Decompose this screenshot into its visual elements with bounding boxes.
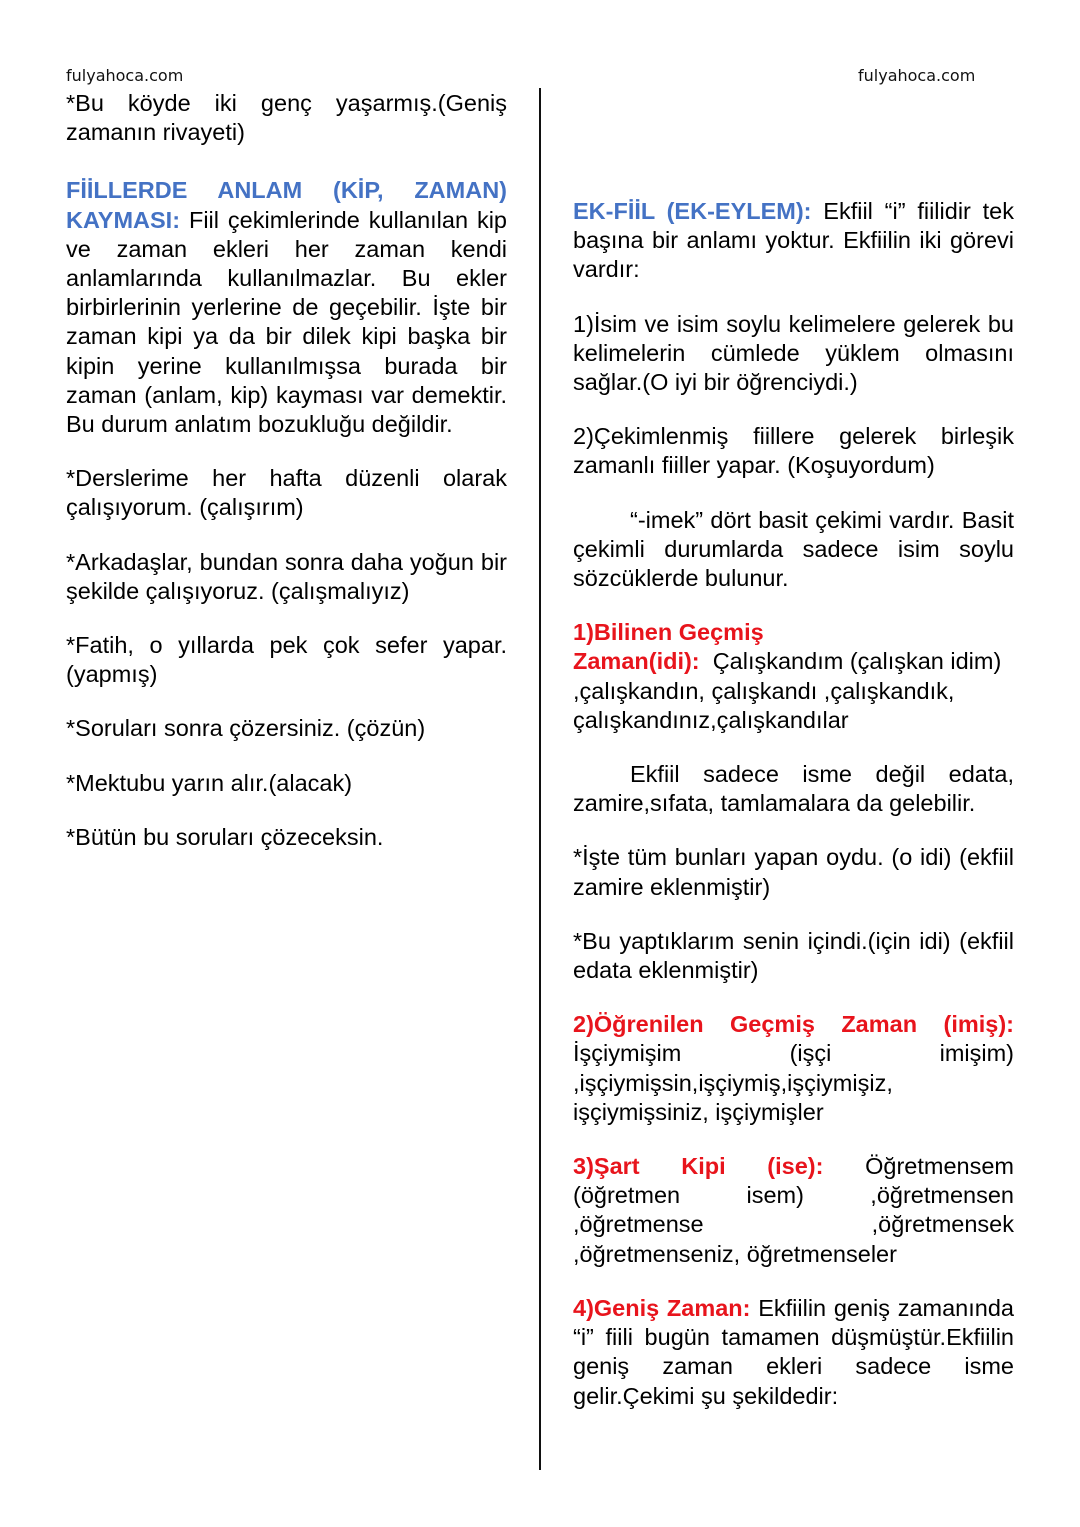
site-watermark-right: fulyahoca.com	[858, 66, 976, 85]
tense-1-heading-line1: 1)Bilinen Geçmiş	[573, 619, 764, 646]
example-item: *Bütün bu soruları çözeceksin.	[66, 823, 384, 850]
tense-4-body: Ekfiilin geniş zamanında “i” fiili bugün tamamen düşmüştür.Ekfiilin geniş zaman ekleri sadece isme gelir.Çekimi şu şekildedir:	[573, 1294, 1014, 1409]
tense-4-heading: 4)Geniş Zaman:	[573, 1294, 751, 1321]
example-item: *Fatih, o yıllarda pek çok sefer yapar. (yapmış)	[66, 632, 507, 688]
tense-3-heading: 3)Şart Kipi (ise):	[573, 1153, 824, 1180]
intro-example: *Bu köyde iki genç yaşarmış.(Geniş zamanın rivayeti)	[66, 90, 507, 146]
tense-3	[573, 1152, 1014, 1269]
tense-4	[573, 1294, 1014, 1411]
duty-item: 2)Çekimlenmiş fiillere gelerek birleşik zamanlı fiiller yapar. (Koşuyordum)	[573, 423, 1014, 479]
tense-1	[573, 618, 1014, 735]
tense-3-body: Öğretmensem (öğretmen isem) ,öğretmensen ,öğretmense ,öğretmensek ,öğretmenseniz, öğretmenseler	[573, 1153, 1014, 1267]
right-column	[573, 197, 1014, 1436]
tense-1-body: Çalışkandım (çalışkan idim) ,çalışkandın, çalışkandı ,çalışkandık, çalışkandınız,çalışkandılar	[573, 648, 1008, 733]
duty-item: 1)İsim ve isim soylu kelimelere gelerek bu kelimelerin cümlede yüklem olmasını sağlar.(O iyi bir öğrenciydi.)	[573, 310, 1014, 396]
tense-2-body: İşçiymişim (işçi imişim) ,işçiymişsin,işçiymiş,işçiymişiz, işçiymişsiniz, işçiymişler	[573, 1040, 1014, 1125]
kayma-section	[66, 176, 507, 439]
site-watermark-left: fulyahoca.com	[66, 66, 184, 85]
section-heading-ekfiil: EK-FİİL (EK-EYLEM):	[573, 198, 812, 224]
example-item: *Derslerime her hafta düzenli olarak çalışıyorum. (çalışırım)	[66, 465, 507, 521]
section-body-ekfiil: Ekfiil “i” fiilidir tek başına bir anlamı yoktur. Ekfiilin iki görevi vardır:	[573, 198, 1014, 283]
section-body-kayma: Fiil çekimlerinde kullanılan kip ve zaman ekleri her zaman kendi anlamlarında kullanılmazlar. Bu ekler birbirlerinin yerlerine de geçebilir. İşte bir zaman kipi ya da bir dilek kipi başka bir kipin yerine kullanılmışsa burada bir zaman (anlam, kip) kayması var demektir. Bu durum anlatım bozukluğu değildir.	[66, 206, 507, 438]
ekfiil-section	[573, 197, 1014, 285]
tense-1-heading-line2: Zaman(idi):	[573, 648, 700, 675]
example-item: *Mektubu yarın alır.(alacak)	[66, 769, 353, 796]
ekfiil-note: Ekfiil sadece isme değil edata, zamire,sıfata, tamlamalara da gelebilir.	[573, 761, 1014, 817]
imek-note: “-imek” dört basit çekimi vardır. Basit çekimli durumlarda sadece isim soylu sözcüklerde bulunur.	[573, 506, 1014, 592]
example-item: *Arkadaşlar, bundan sonra daha yoğun bir şekilde çalışıyoruz. (çalışmalıyız)	[66, 548, 507, 604]
column-divider	[539, 88, 541, 1470]
example-item: *İşte tüm bunları yapan oydu. (o idi) (ekfiil zamire eklenmiştir)	[573, 844, 1014, 900]
left-column	[66, 89, 507, 877]
example-item: *Bu yaptıklarım senin içindi.(için idi) (ekfiil edata eklenmiştir)	[573, 927, 1014, 984]
example-item: *Soruları sonra çözersiniz. (çözün)	[66, 715, 426, 742]
tense-2-heading: 2)Öğrenilen Geçmiş Zaman (imiş):	[573, 1011, 1014, 1038]
tense-2	[573, 1010, 1014, 1127]
section-heading-kayma: FİİLLERDE ANLAM (KİP, ZAMAN) KAYMASI:	[66, 177, 507, 233]
